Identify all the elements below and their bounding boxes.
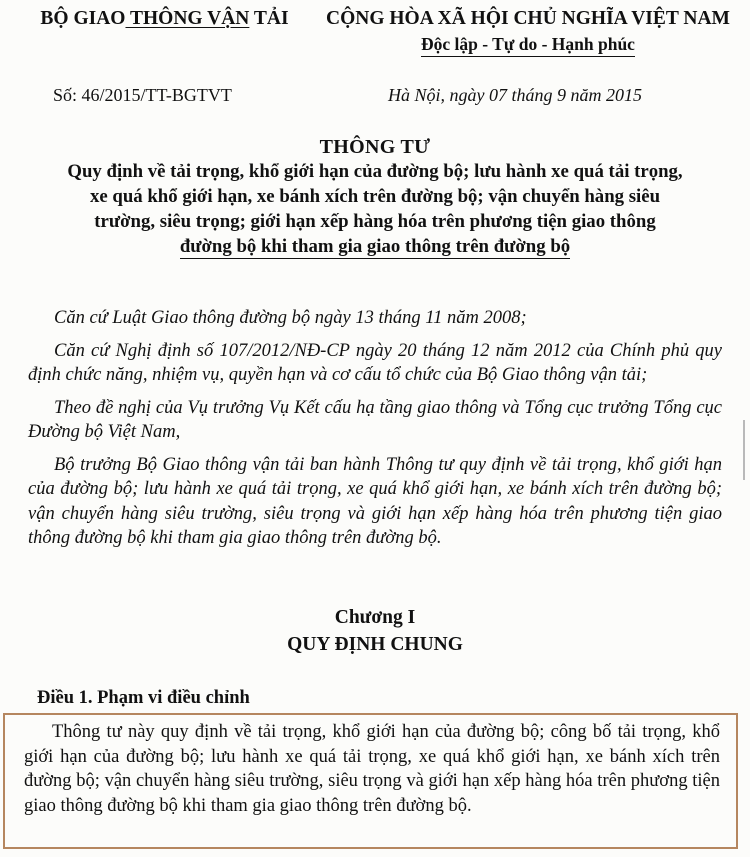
article-paragraph: Thông tư này quy định về tải trọng, khổ giới hạn của đường bộ; công bố tải trọng, khổ giới hạn của đường bộ; lưu hành xe quá tải trọng, xe quá khổ giới hạn, xe bánh xích trên đường bộ; vận chuyển hàng siêu trường, siêu trọng và giới hạn xếp hàng hóa trên phương tiện giao thông đường bộ khi tham gia giao thông trên đường bộ. [24,722,720,816]
document-title [18,159,732,259]
chapter-heading [0,604,750,658]
title-line: trường, siêu trọng; giới hạn xếp hàng hóa trên phương tiện giao thông [94,211,656,232]
document-type: THÔNG TƯ [319,136,431,158]
title-line-last: đường bộ khi tham gia giao thông trên đường bộ [179,236,571,257]
national-header [312,6,744,58]
preamble-paragraph: Bộ trưởng Bộ Giao thông vận tải ban hành Thông tư quy định về tải trọng, khổ giới hạn của đường bộ; lưu hành xe quá tải trọng, xe quá khổ giới hạn, xe bánh xích trên đường bộ; vận chuyển hàng siêu trường, siêu trọng và giới hạn xếp hàng hóa trên phương tiện giao thông đường bộ khi tham gia giao thông trên đường bộ. [28,454,722,548]
ministry-name-underlined: THÔNG VẬN [125,8,250,29]
chapter-name: QUY ĐỊNH CHUNG [287,634,463,655]
document-number: Số: 46/2015/TT-BGTVT [53,85,232,105]
scan-edge-mark [743,420,745,480]
title-line: xe quá khổ giới hạn, xe bánh xích trên đường bộ; vận chuyển hàng siêu [89,186,661,207]
national-motto: Độc lập - Tự do - Hạnh phúc [421,32,635,57]
article-body [24,720,720,818]
preamble-paragraph: Căn cứ Luật Giao thông đường bộ ngày 13 tháng 11 năm 2008; [54,308,527,328]
country-name: CỘNG HÒA XÃ HỘI CHỦ NGHĨA VIỆT NAM [326,8,730,29]
preamble-paragraph: Căn cứ Nghị định số 107/2012/NĐ-CP ngày 20 tháng 12 năm 2012 của Chính phủ quy định chức năng, nhiệm vụ, quyền hạn và cơ cấu tổ chức của Bộ Giao thông vận tải; [28,340,722,385]
article-heading: Điều 1. Phạm vi điều chỉnh [37,688,250,708]
issuing-ministry [22,6,307,32]
place-date: Hà Nội, ngày 07 tháng 9 năm 2015 [388,85,642,105]
chapter-number: Chương I [334,607,416,628]
preamble-paragraph: Theo đề nghị của Vụ trưởng Vụ Kết cấu hạ tầng giao thông và Tổng cục trưởng Tổng cục Đường bộ Việt Nam, [28,397,722,442]
preamble [28,306,722,559]
ministry-name-prefix: BỘ GIAO [40,8,126,29]
ministry-name-suffix: TẢI [249,8,289,29]
title-line: Quy định về tải trọng, khổ giới hạn của đường bộ; lưu hành xe quá tải trọng, [67,161,683,182]
